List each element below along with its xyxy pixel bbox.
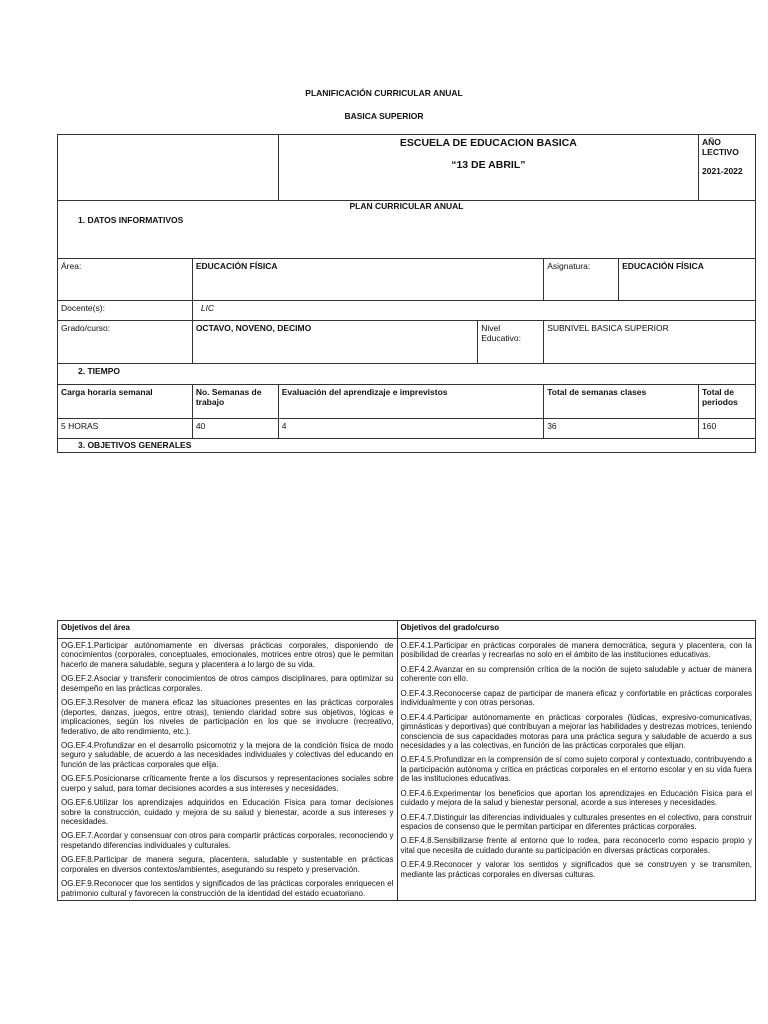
year-cell — [698, 135, 755, 201]
grade-objective-item: O.EF.4.7.Distinguir las diferencias individuales y culturales presentes en el colectivo, para construir espacios de consenso que le permitan participar en diferentes prácticas corporales. — [400, 812, 752, 831]
area-objective-item: OG.EF.7.Acordar y consensuar con otros para compartir prácticas corporales, reconociendo y respetando diferencias individuales y culturales. — [61, 831, 394, 850]
school-name: ESCUELA DE EDUCACION BASICA — [399, 137, 577, 149]
plan-label: PLAN CURRICULAR ANUAL — [58, 201, 756, 213]
grade-objective-item: O.EF.4.1.Participar en prácticas corporales de manera democrática, segura y placentera, con la posibilidad de crearlas y recrearlas no solo en el ámbito de las instituciones educativas. — [400, 641, 752, 660]
info-table — [57, 134, 756, 453]
grade-value: OCTAVO, NOVENO, DECIMO — [192, 321, 477, 364]
level-value: SUBNIVEL BASICA SUPERIOR — [544, 321, 756, 364]
subject-value: EDUCACIÓN FÍSICA — [619, 259, 756, 301]
grade-objective-item: O.EF.4.5.Profundizar en la comprensión de sí como sujeto corporal y contextuado, contribuyendo a la participación autónoma y crítica en prácticas corporales en el entorno escolar y en su vida fuera de las instituciones educativas. — [400, 755, 752, 784]
grade-objective-item: O.EF.4.3.Reconocerse capaz de participar de manera eficaz y confortable en prácticas corporales individualmente y con otras personas. — [400, 688, 752, 708]
section-tiempo: 2. TIEMPO — [58, 364, 756, 385]
area-objective-item: OG.EF.5.Posicionarse críticamente frente a los discursos y representaciones sociales sobre cuerpo y salud, para tomar decisiones acordes a sus intereses y necesidades. — [61, 774, 394, 793]
area-objective-item: OG.EF.2.Asociar y transferir conocimientos de otros campos disciplinares, para optimizar su desempeño en las prácticas corporales. — [61, 674, 394, 693]
time-value: 40 — [192, 419, 278, 439]
year-label: AÑO LECTIVO — [701, 137, 739, 158]
grade-objective-item: O.EF.4.2.Avanzar en su comprensión crítica de la noción de sujeto saludable y actuar de manera coherente con ello. — [400, 664, 752, 684]
teacher-label: Docente(s): — [58, 301, 193, 321]
subject-label: Asignatura: — [544, 259, 619, 301]
time-value: 5 HORAS — [58, 419, 193, 439]
grade-objective-item: O.EF.4.8.Sensibilizarse frente al entorno que lo rodea, para reconocerlo como espacio propio y vital que necesita de cuidado durante su participación en diversas prácticas corporales. — [400, 836, 752, 855]
section-datos-informativos: 1. DATOS INFORMATIVOS — [58, 213, 756, 259]
area-objectives-header: Objetivos del área — [58, 621, 398, 639]
time-header: No. Semanas de trabajo — [192, 385, 278, 419]
grade-label: Grado/curso: — [58, 321, 193, 364]
area-objective-item: OG.EF.3.Resolver de manera eficaz las situaciones presentes en las prácticas corporales (deportes, danzas, juegos, entre otras), teniendo claridad sobre sus objetivos, lógicas e implicaciones, según los niveles de participación en los que se involucre (recreativo, federativo, de alto rendimiento, etc.). — [61, 698, 394, 736]
logo-cell — [58, 135, 279, 201]
year-value: 2021-2022 — [701, 166, 743, 177]
grade-objective-item: O.EF.4.4.Participar autónomamente en prácticas corporales (lúdicas, expresivo-comunicativas, gimnásticas y deportivas) que contribuyan a mejorar las habilidades y destrezas motrices, teniendo consciencia de sus capacidades motoras para una práctica segura y saludable de acuerdo a sus necesidades y a las colectivas, en función de las prácticas corporales que elijan. — [400, 712, 752, 750]
time-value: 160 — [698, 419, 755, 439]
grade-objectives-header: Objetivos del grado/curso — [397, 621, 756, 639]
objectives-table — [57, 620, 756, 901]
school-cell — [278, 135, 698, 201]
grade-objectives-cell — [397, 639, 756, 901]
time-header: Carga horaria semanal — [58, 385, 193, 419]
area-objectives-cell — [58, 639, 398, 901]
area-objective-item: OG.EF.9.Reconocer que los sentidos y significados de las prácticas corporales enriquecen el patrimonio cultural y favorecen la construcción de la identidad del estado ecuatoriano. — [61, 879, 394, 898]
time-value: 36 — [544, 419, 699, 439]
area-label: Área: — [58, 259, 193, 301]
area-value: EDUCACIÓN FÍSICA — [192, 259, 543, 301]
section-objetivos-generales: 3. OBJETIVOS GENERALES — [58, 439, 756, 453]
school-quoted-name: “13 DE ABRIL” — [451, 158, 526, 171]
area-objective-item: OG.EF.8.Participar de manera segura, placentera, saludable y sustentable en prácticas corporales en diversos contextos/ambientes, asegurando su respeto y preservación. — [61, 855, 394, 874]
time-header: Evaluación del aprendizaje e imprevistos — [278, 385, 544, 419]
document-title: PLANIFICACIÓN CURRICULAR ANUAL — [305, 88, 463, 98]
area-objective-item: OG.EF.6.Utilizar los aprendizajes adquiridos en Educación Física para tomar decisiones sobre la construcción, cuidado y mejora de su salud y bienestar, acorde a sus intereses y necesidades. — [61, 798, 394, 826]
area-objective-item: OG.EF.1.Participar autónomamente en diversas prácticas corporales, disponiendo de conocimientos (corporales, conceptuales, emocionales, motrices entre otros) que le permitan hacerlo de manera saludable, segura y placentera a lo largo de su vida. — [61, 641, 394, 669]
teacher-value: LIC — [192, 301, 755, 321]
level-label: Nivel Educativo: — [478, 321, 544, 364]
time-header: Total de semanas clases — [544, 385, 699, 419]
document-subtitle: BASICA SUPERIOR — [344, 111, 424, 121]
time-value: 4 — [278, 419, 544, 439]
time-header: Total de periodos — [698, 385, 755, 419]
grade-objective-item: O.EF.4.6.Experimentar los beneficios que aportan los aprendizajes en Educación Física para el cuidado y mejora de la salud y bienestar personal, acorde a sus intereses y necesidades. — [400, 788, 752, 808]
grade-objective-item: O.EF.4.9.Reconocer y valorar los sentidos y significados que se construyen y se transmiten, mediante las prácticas corporales en diversas culturas. — [400, 860, 752, 879]
area-objective-item: OG.EF.4.Profundizar en el desarrollo psicomotriz y la mejora de la condición física de modo seguro y saludable, de acuerdo a las necesidades individuales y colectivas del educando en función de las prácticas corporales que elija. — [61, 740, 394, 769]
